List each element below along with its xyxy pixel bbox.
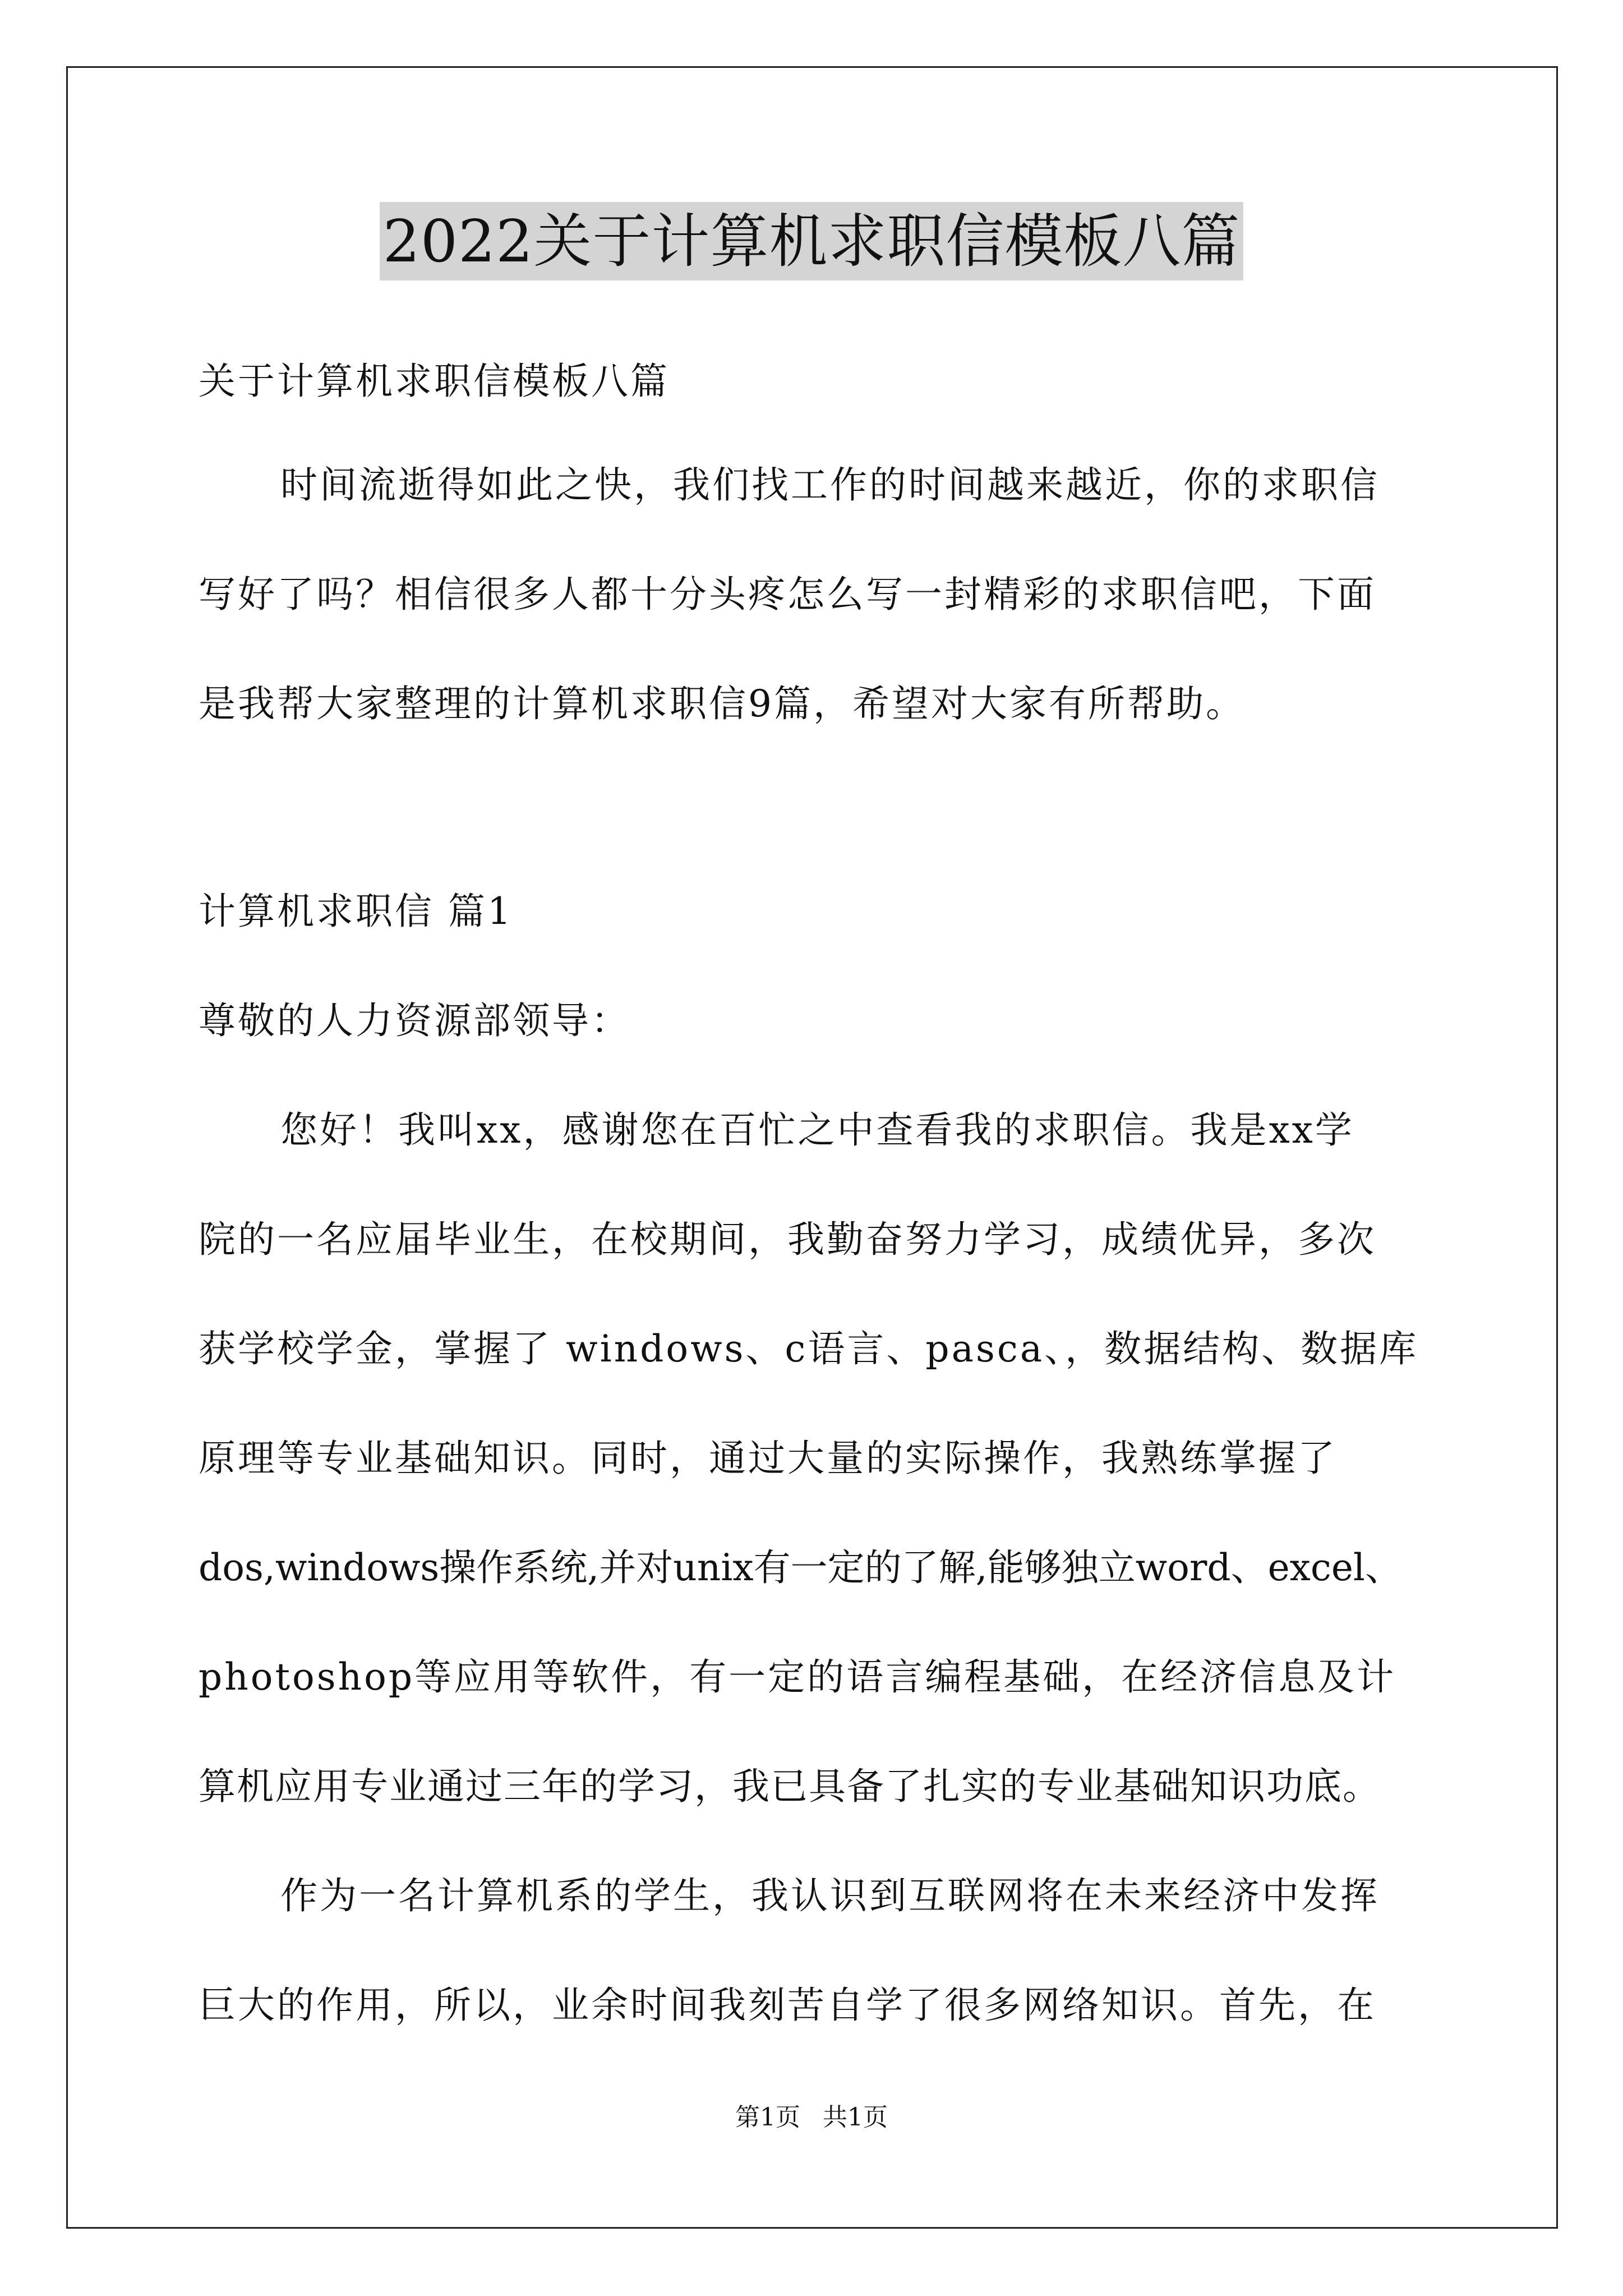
salutation: 尊敬的人力资源部领导： <box>199 999 630 1042</box>
body-line-5: dos,windows操作系统,并对unix有一定的了解,能够独立word、excel、 <box>199 1546 1403 1589</box>
body-line-6: photoshop等应用等软件，有一定的语言编程基础，在经济信息及计 <box>199 1655 1396 1699</box>
intro-line-2: 写好了吗？相信很多人都十分头疼怎么写一封精彩的求职信吧，下面 <box>199 573 1376 616</box>
body-line-3: 获学校学金，掌握了 windows、c语言、pasca、，数据结构、数据库 <box>199 1327 1419 1370</box>
page-total: 共1页 <box>823 2103 888 2132</box>
subtitle: 关于计算机求职信模板八篇 <box>199 360 670 403</box>
section-heading: 计算机求职信 篇1 <box>199 890 513 933</box>
title-container <box>0 202 1623 280</box>
body-line-2: 院的一名应届毕业生，在校期间，我勤奋努力学习，成绩优异，多次 <box>199 1218 1376 1261</box>
body-line-4: 原理等专业基础知识。同时，通过大量的实际操作，我熟练掌握了 <box>199 1437 1337 1480</box>
page-number: 第1页 <box>735 2103 800 2132</box>
body-line-8: 作为一名计算机系的学生，我认识到互联网将在未来经济中发挥 <box>280 1874 1380 1917</box>
body-line-1: 您好！我叫xx，感谢您在百忙之中查看我的求职信。我是xx学 <box>280 1108 1354 1152</box>
page-footer <box>0 2101 1623 2134</box>
body-line-9: 巨大的作用，所以，业余时间我刻苦自学了很多网络知识。首先，在 <box>199 1984 1376 2027</box>
document-title: 2022关于计算机求职信模板八篇 <box>380 202 1244 280</box>
body-line-7: 算机应用专业通过三年的学习，我已具备了扎实的专业基础知识功底。 <box>199 1765 1381 1808</box>
intro-line-3: 是我帮大家整理的计算机求职信9篇，希望对大家有所帮助。 <box>199 682 1245 725</box>
intro-line-1: 时间流逝得如此之快，我们找工作的时间越来越近，你的求职信 <box>280 463 1380 507</box>
